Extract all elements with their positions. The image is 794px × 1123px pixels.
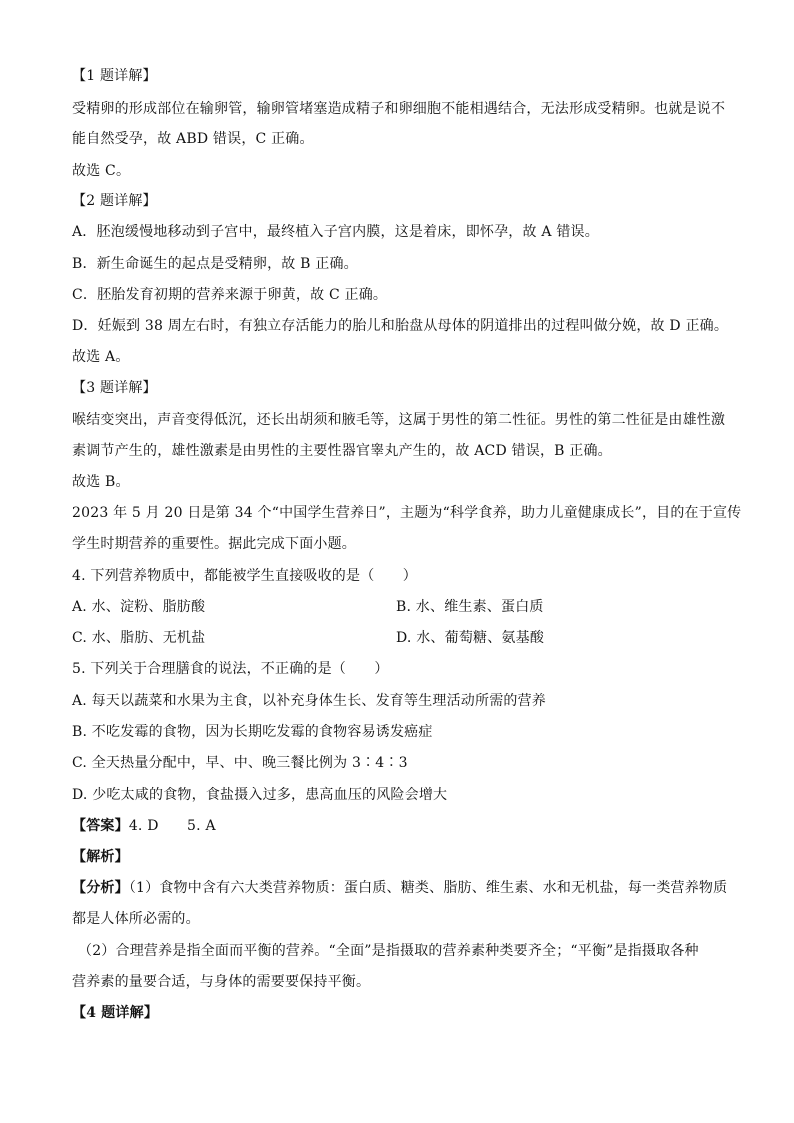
q5-stem: 5. 下列关于合理膳食的说法，不正确的是（ ） [72,661,389,677]
q1-heading: 【1 题详解】 [72,68,157,84]
intro-line1: 2023 年 5 月 20 日是第 34 个“中国学生营养日”，主题为“科学食养，助力儿童健康成长”，目的在于宣传 [72,505,742,521]
q3-explanation-line1: 喉结变突出，声音变得低沉，还长出胡须和腋毛等，这属于男性的第二性征。男性的第二性征是由雄性激 [72,412,726,428]
analysis-line1 [72,878,727,898]
q1-explanation-line2: 能自然受孕，故 ABD 错误，C 正确。 [72,131,314,147]
analysis-text1: （1）食物中含有六大类营养物质：蛋白质、糖类、脂肪、维生素、水和无机盐，每一类营养物质 [128,880,728,896]
answers-text: 4. D 5. A [128,818,216,834]
q4-option-d: D. 水、葡萄糖、氨基酸 [396,630,545,646]
analysis-line3: （2）合理营养是指全面而平衡的营养。“全面”是指摄取的营养素种类要齐全；“平衡”是指摄取各种 [78,943,699,959]
q3-answer: 故选 B。 [72,474,130,490]
intro-line2: 学生时期营养的重要性。据此完成下面小题。 [72,536,356,552]
q2-answer: 故选 A。 [72,349,130,365]
q4-option-c: C. 水、脂肪、无机盐 [72,630,206,646]
answers-label: 【答案】 [72,818,129,834]
analysis-line4: 营养素的量要合适，与身体的需要要保持平衡。 [72,974,371,990]
q3-heading: 【3 题详解】 [72,380,157,396]
q4-option-b: B. 水、维生素、蛋白质 [396,599,544,615]
analysis-heading: 【解析】 [72,849,129,865]
q5-option-c: C. 全天热量分配中，早、中、晚三餐比例为 3∶4∶3 [72,755,408,771]
q2-option-c-explanation: C．胚胎发育初期的营养来源于卵黄，故 C 正确。 [72,287,388,303]
q5-option-b: B. 不吃发霉的食物，因为长期吃发霉的食物容易诱发癌症 [72,724,433,740]
q3-explanation-line2: 素调节产生的，雄性激素是由男性的主要性器官睾丸产生的，故 ACD 错误，B 正确。 [72,443,612,459]
q1-answer: 故选 C。 [72,163,131,179]
q1-explanation-line1: 受精卵的形成部位在输卵管，输卵管堵塞造成精子和卵细胞不能相遇结合，无法形成受精卵。也就是说不 [72,101,726,117]
q4-option-a: A. 水、淀粉、脂肪酸 [72,599,206,615]
q5-option-d: D. 少吃太咸的食物，食盐摄入过多，患高血压的风险会增大 [72,787,448,803]
q2-option-b-explanation: B．新生命诞生的起点是受精卵，故 B 正确。 [72,256,358,272]
q4-stem: 4. 下列营养物质中，都能被学生直接吸收的是（ ） [72,568,418,584]
q4-detail-heading: 【4 题详解】 [72,1005,159,1021]
q2-heading: 【2 题详解】 [72,193,157,209]
analysis-line2: 都是人体所必需的。 [72,911,200,927]
q2-option-d-explanation: D．妊娠到 38 周左右时，有独立存活能力的胎儿和胎盘从母体的阴道排出的过程叫做分娩，故 D 正确。 [72,318,729,334]
q5-option-a: A. 每天以蔬菜和水果为主食，以补充身体生长、发育等生理活动所需的营养 [72,693,547,709]
analysis-label: 【分析】 [72,880,129,896]
q2-option-a-explanation: A．胚泡缓慢地移动到子宫中，最终植入子宫内膜，这是着床，即怀孕，故 A 错误。 [72,224,599,240]
answers-line [72,816,216,836]
